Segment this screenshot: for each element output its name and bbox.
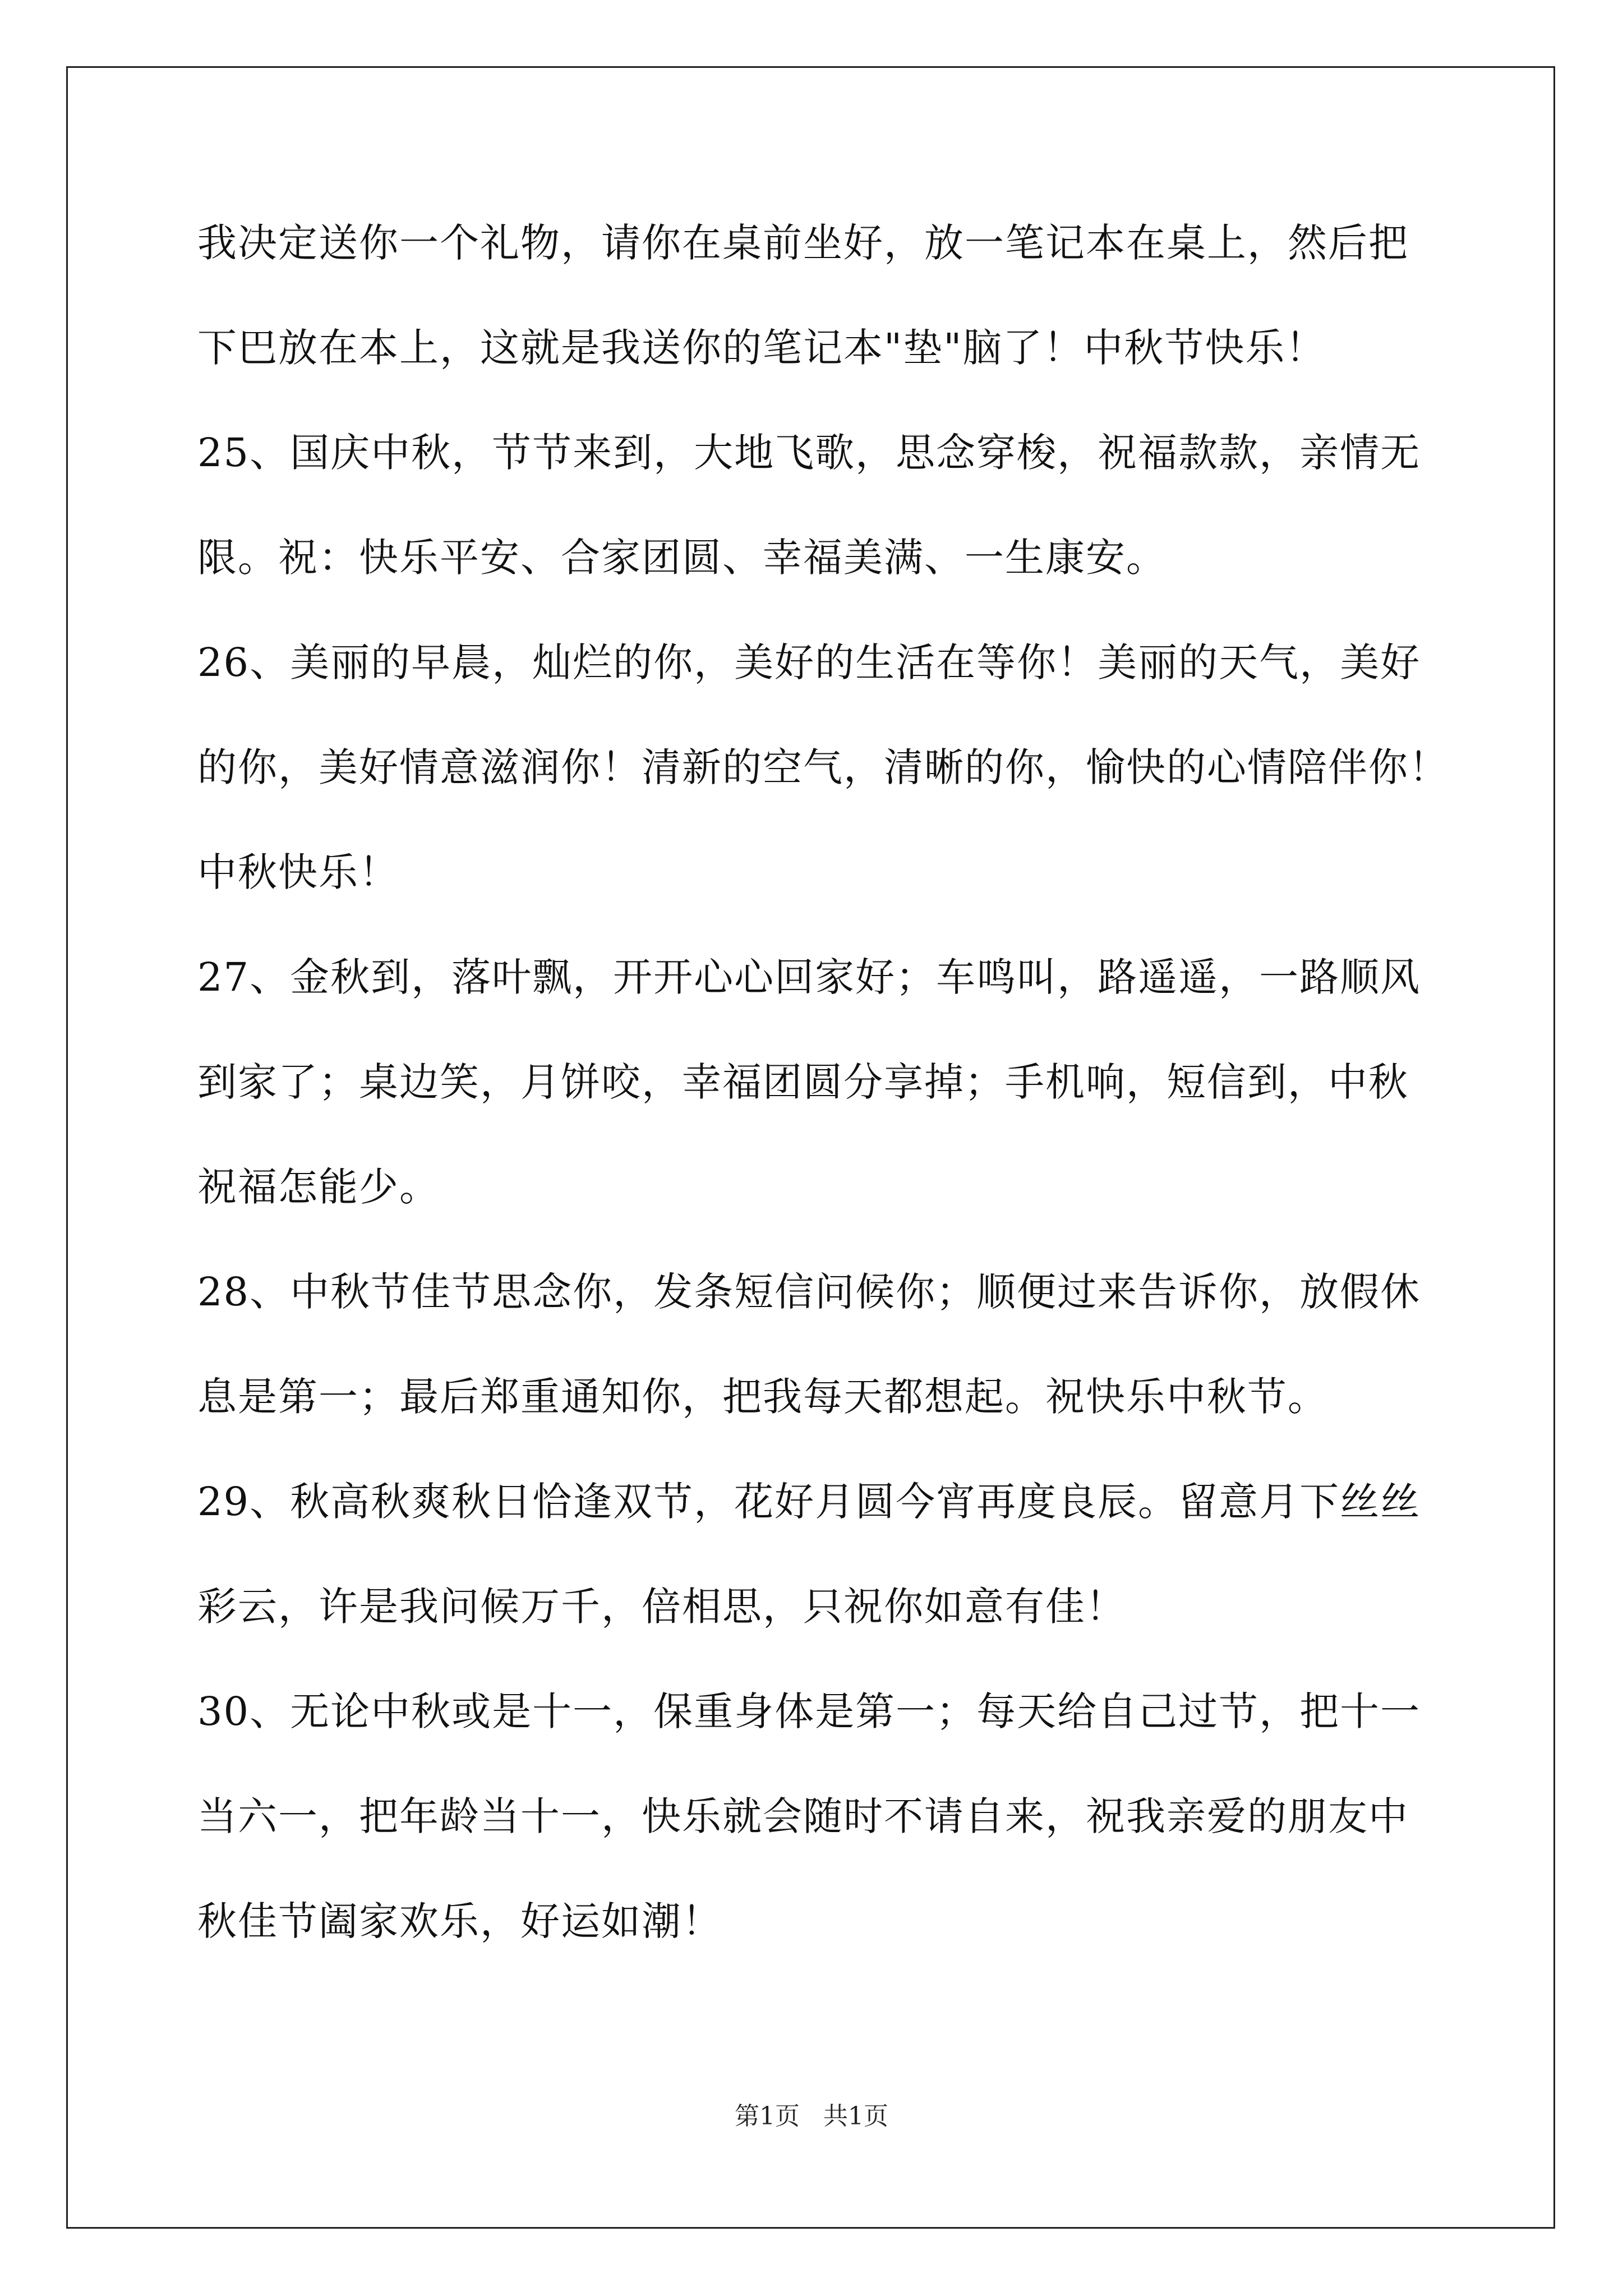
text-line: 到家了；桌边笑，月饼咬，幸福团圆分享掉；手机响，短信到，中秋 (197, 1059, 1409, 1105)
text-line: 29、秋高秋爽秋日恰逢双节，花好月圆今宵再度良辰。留意月下丝丝 (197, 1479, 1421, 1525)
text-line: 秋佳节阖家欢乐，好运如潮！ (197, 1898, 722, 1944)
text-line: 下巴放在本上，这就是我送你的笔记本"垫"脑了！中秋节快乐！ (197, 325, 1326, 371)
page-number: 第1页 共1页 (735, 2102, 888, 2131)
text-line: 26、美丽的早晨，灿烂的你，美好的生活在等你！美丽的天气，美好 (197, 639, 1421, 685)
text-line: 限。祝：快乐平安、合家团圆、幸福美满、一生康安。 (197, 535, 1166, 581)
text-line: 28、中秋节佳节思念你，发条短信问候你；顺便过来告诉你，放假休 (197, 1269, 1421, 1315)
page-footer (0, 2104, 1623, 2129)
text-line: 祝福怎能少。 (197, 1164, 440, 1210)
text-line: 30、无论中秋或是十一，保重身体是第一；每天给自己过节，把十一 (197, 1688, 1421, 1734)
text-line: 当六一，把年龄当十一，快乐就会随时不请自来，祝我亲爱的朋友中 (197, 1793, 1409, 1839)
text-line: 我决定送你一个礼物，请你在桌前坐好，放一笔记本在桌上，然后把 (197, 220, 1409, 266)
text-line: 25、国庆中秋，节节来到，大地飞歌，思念穿梭，祝福款款，亲情无 (197, 430, 1421, 476)
text-line: 息是第一；最后郑重通知你，把我每天都想起。祝快乐中秋节。 (197, 1374, 1328, 1420)
text-line: 彩云，许是我问候万千，倍相思，只祝你如意有佳！ (197, 1584, 1126, 1630)
text-line: 27、金秋到，落叶飘，开开心心回家好；车鸣叫，路遥遥，一路顺风 (197, 954, 1421, 1000)
text-line: 的你，美好情意滋润你！清新的空气，清晰的你，愉快的心情陪伴你！ (197, 744, 1449, 790)
text-line: 中秋快乐！ (197, 849, 399, 895)
document-body (197, 220, 1449, 2007)
